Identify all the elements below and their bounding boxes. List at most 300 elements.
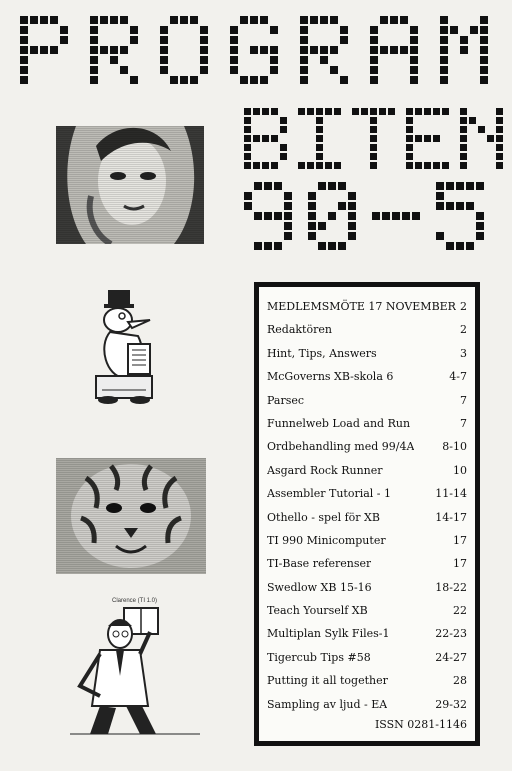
masthead-dot (310, 16, 318, 24)
masthead-dot (320, 16, 328, 24)
masthead-dot (476, 222, 484, 230)
masthead-dot (253, 162, 260, 169)
masthead-dot (466, 242, 474, 250)
masthead-dot (442, 162, 449, 169)
masthead-dot (110, 16, 118, 24)
toc-entry (267, 529, 467, 552)
masthead-dot (460, 135, 467, 142)
masthead-dot (100, 46, 108, 54)
masthead-dot (496, 135, 503, 142)
masthead-dot (20, 76, 28, 84)
masthead-dot (340, 26, 348, 34)
toc-entry-page: 2 (460, 300, 467, 313)
masthead-dot (412, 212, 420, 220)
masthead-dot (424, 162, 431, 169)
masthead-dot (440, 36, 448, 44)
toc-entry (267, 622, 467, 645)
masthead-dot (318, 242, 326, 250)
masthead-dot (496, 144, 503, 151)
masthead-dot (270, 26, 278, 34)
masthead-dot (370, 162, 377, 169)
masthead-dot (433, 108, 440, 115)
masthead-dot (100, 16, 108, 24)
masthead-dot (253, 135, 260, 142)
toc-entry (267, 693, 467, 716)
masthead-dot (300, 36, 308, 44)
masthead-dot (410, 26, 418, 34)
masthead-dot (270, 56, 278, 64)
masthead-dot (240, 16, 248, 24)
masthead-dot (480, 36, 488, 44)
masthead-dot (496, 108, 503, 115)
toc-entry (267, 669, 467, 692)
masthead-dot (170, 76, 178, 84)
masthead-dot (244, 135, 251, 142)
masthead-dot (415, 162, 422, 169)
toc-entry-page: 24-27 (435, 650, 467, 664)
masthead-dot (480, 56, 488, 64)
masthead-dot (284, 232, 292, 240)
toc-entry-page: 8-10 (442, 440, 467, 454)
masthead-dot (316, 135, 323, 142)
masthead-dot (370, 117, 377, 124)
masthead-dot (200, 26, 208, 34)
masthead-dot (496, 162, 503, 169)
masthead-dot (440, 66, 448, 74)
masthead-dot (230, 36, 238, 44)
masthead-dot (328, 242, 336, 250)
masthead-dot (316, 126, 323, 133)
masthead-dot (382, 212, 390, 220)
masthead-dot (298, 108, 305, 115)
masthead-dot (415, 135, 422, 142)
masthead-dot (90, 16, 98, 24)
masthead-dot (260, 16, 268, 24)
masthead-dot (120, 66, 128, 74)
masthead-dot (370, 36, 378, 44)
masthead-dot (90, 36, 98, 44)
masthead-dot (264, 242, 272, 250)
toc-entry-title: Ordbehandling med 99/4A (267, 440, 415, 454)
masthead-dot (410, 56, 418, 64)
masthead-dot (300, 16, 308, 24)
masthead-dot (370, 66, 378, 74)
masthead-dot (446, 202, 454, 210)
masthead-dot (370, 26, 378, 34)
toc-entry-page: 14-17 (435, 510, 467, 524)
masthead-dot (476, 232, 484, 240)
masthead-dot (274, 242, 282, 250)
masthead-dot (433, 162, 440, 169)
masthead-dot (230, 26, 238, 34)
masthead-dot (308, 192, 316, 200)
masthead-dot (496, 126, 503, 133)
masthead-dot (318, 222, 326, 230)
masthead-dot (40, 16, 48, 24)
masthead-dot (90, 56, 98, 64)
masthead-dot (480, 16, 488, 24)
masthead-dot (406, 162, 413, 169)
masthead-dot (20, 46, 28, 54)
woman-portrait-image (56, 126, 204, 244)
masthead-dot (440, 16, 448, 24)
masthead-dot (440, 26, 448, 34)
masthead-dot (446, 182, 454, 190)
masthead-dot (325, 162, 332, 169)
masthead-dot (480, 26, 488, 34)
masthead-dot (50, 46, 58, 54)
masthead-dot (50, 16, 58, 24)
masthead-dot (30, 46, 38, 54)
toc-entry (267, 599, 467, 622)
masthead-dot (244, 108, 251, 115)
masthead-dot (390, 46, 398, 54)
masthead-dot (370, 153, 377, 160)
masthead-dot (200, 46, 208, 54)
masthead-dot (334, 108, 341, 115)
toc-entry-page: 2 (460, 323, 467, 337)
masthead-dot (120, 16, 128, 24)
toc-entry-title: Teach Yourself XB (267, 604, 368, 618)
masthead-dot (433, 135, 440, 142)
toc-entry (267, 576, 467, 599)
masthead-dot (424, 135, 431, 142)
toc-entry-page: 10 (453, 463, 467, 477)
toc-entry-title: Hint, Tips, Answers (267, 346, 377, 360)
masthead-dot (370, 46, 378, 54)
masthead-dot (280, 144, 287, 151)
toc-entry (267, 646, 467, 669)
tiger-image (56, 458, 206, 574)
masthead-dot (370, 126, 377, 133)
toc-entry-title: MEDLEMSMÖTE 17 NOVEMBER (267, 300, 456, 313)
masthead-dot (476, 182, 484, 190)
masthead-dot (274, 182, 282, 190)
masthead-dot (300, 76, 308, 84)
masthead-dot (415, 108, 422, 115)
masthead-dot (298, 162, 305, 169)
masthead-dot (460, 162, 467, 169)
toc-entry (267, 482, 467, 505)
toc-entry-title: Tigercub Tips #58 (267, 650, 371, 664)
masthead-dot (316, 117, 323, 124)
masthead-dot (440, 46, 448, 54)
illustration-caption: Clarence (TI 1.0) (112, 598, 158, 604)
masthead-dot (90, 26, 98, 34)
masthead-dot (440, 76, 448, 84)
masthead-dot (460, 153, 467, 160)
toc-entry (267, 318, 467, 341)
masthead-dot (379, 108, 386, 115)
masthead-dot (456, 202, 464, 210)
masthead-dot (40, 46, 48, 54)
masthead-dot (469, 117, 476, 124)
toc-entry-title: TI-Base referenser (267, 557, 372, 571)
toc-list (267, 295, 467, 716)
masthead-dot (280, 126, 287, 133)
masthead-dot (334, 162, 341, 169)
masthead-dot (406, 126, 413, 133)
masthead-dot (436, 232, 444, 240)
masthead-dot (330, 66, 338, 74)
masthead-dot (340, 76, 348, 84)
masthead-dot (390, 16, 398, 24)
masthead-dot (20, 56, 28, 64)
toc-entry (267, 295, 467, 318)
masthead-dot (90, 66, 98, 74)
masthead-dot (274, 212, 282, 220)
masthead-dot (180, 16, 188, 24)
toc-entry-title: Parsec (267, 393, 305, 407)
masthead-dot (460, 46, 468, 54)
masthead-dot (380, 16, 388, 24)
masthead-dot (20, 36, 28, 44)
masthead-dot (480, 66, 488, 74)
masthead-dot (244, 126, 251, 133)
issn-number: ISSN 0281-1146 (374, 718, 467, 732)
masthead-dot (460, 117, 467, 124)
masthead-dot (348, 202, 356, 210)
masthead-dot (340, 36, 348, 44)
toc-entry-title: McGoverns XB-skola 6 (267, 370, 394, 384)
masthead-biten (244, 108, 503, 169)
masthead-dot (130, 76, 138, 84)
masthead-dot (30, 16, 38, 24)
masthead-dot (480, 46, 488, 54)
masthead-dot (406, 144, 413, 151)
toc-entry-page: 17 (453, 533, 467, 547)
table-of-contents (254, 282, 480, 746)
masthead-dot (466, 202, 474, 210)
masthead-dot (476, 212, 484, 220)
masthead-dot (406, 108, 413, 115)
masthead-dot (254, 212, 262, 220)
masthead-dot (254, 182, 262, 190)
masthead-dot (160, 36, 168, 44)
masthead-dot (60, 26, 68, 34)
masthead-dot (338, 242, 346, 250)
masthead-issue-number (244, 182, 484, 250)
toc-entry-title: Swedlow XB 15-16 (267, 580, 372, 594)
toc-entry (267, 389, 467, 412)
masthead-dot (308, 222, 316, 230)
toc-entry-title: Othello - spel för XB (267, 510, 380, 524)
masthead-dot (244, 192, 252, 200)
masthead-dot (330, 46, 338, 54)
masthead-dot (180, 76, 188, 84)
masthead-dot (240, 76, 248, 84)
masthead-dot (466, 182, 474, 190)
masthead-dot (316, 144, 323, 151)
masthead-dot (440, 56, 448, 64)
toc-entry-title: Putting it all together (267, 674, 388, 688)
masthead-dot (392, 212, 400, 220)
masthead-dot (328, 212, 336, 220)
masthead-dot (370, 144, 377, 151)
masthead-dot (250, 16, 258, 24)
masthead-dot (230, 56, 238, 64)
masthead-dot (270, 66, 278, 74)
masthead-dot (410, 76, 418, 84)
masthead-program (20, 16, 488, 84)
masthead-dot (406, 153, 413, 160)
masthead-dot (410, 66, 418, 74)
toc-entry-page: 11-14 (435, 487, 467, 501)
masthead-dot (250, 76, 258, 84)
masthead-dot (338, 182, 346, 190)
masthead-dot (20, 26, 28, 34)
masthead-dot (480, 76, 488, 84)
masthead-dot (110, 46, 118, 54)
toc-entry (267, 412, 467, 435)
masthead-dot (170, 16, 178, 24)
masthead-dot (110, 56, 118, 64)
masthead-dot (244, 202, 252, 210)
masthead-dot (456, 242, 464, 250)
toc-entry-title: Asgard Rock Runner (267, 463, 383, 477)
toc-entry-title: Multiplan Sylk Files-1 (267, 627, 390, 641)
masthead-dot (450, 26, 458, 34)
masthead-dot (436, 192, 444, 200)
masthead-dot (260, 76, 268, 84)
masthead-dot (478, 126, 485, 133)
masthead-dot (460, 126, 467, 133)
toc-entry-page: 7 (460, 416, 467, 430)
masthead-dot (270, 46, 278, 54)
masthead-dot (436, 182, 444, 190)
masthead-dot (200, 36, 208, 44)
masthead-dot (244, 144, 251, 151)
masthead-dot (284, 192, 292, 200)
masthead-dot (446, 242, 454, 250)
masthead-dot (400, 16, 408, 24)
masthead-dot (244, 117, 251, 124)
masthead-dot (348, 192, 356, 200)
masthead-dot (318, 182, 326, 190)
toc-entry-page: 7 (460, 393, 467, 407)
masthead-dot (370, 108, 377, 115)
masthead-dot (370, 56, 378, 64)
masthead-dot (380, 46, 388, 54)
masthead-dot (280, 117, 287, 124)
masthead-dot (300, 26, 308, 34)
masthead-dot (316, 162, 323, 169)
toc-entry-page: 29-32 (435, 697, 467, 711)
masthead-dot (284, 212, 292, 220)
masthead-dot (262, 135, 269, 142)
toc-entry-title: Funnelweb Load and Run (267, 416, 411, 430)
masthead-dot (300, 66, 308, 74)
masthead-dot (361, 108, 368, 115)
toc-entry-page: 22-23 (435, 627, 467, 641)
masthead-dot (320, 46, 328, 54)
masthead-dot (460, 108, 467, 115)
toc-entry-page: 4-7 (449, 370, 467, 384)
toc-entry (267, 342, 467, 365)
masthead-dot (330, 16, 338, 24)
masthead-dot (348, 232, 356, 240)
masthead-dot (160, 56, 168, 64)
masthead-dot (400, 46, 408, 54)
masthead-dot (320, 56, 328, 64)
masthead-dot (310, 46, 318, 54)
masthead-dot (90, 46, 98, 54)
masthead-dot (348, 212, 356, 220)
masthead-dot (271, 162, 278, 169)
masthead-dot (442, 108, 449, 115)
masthead-dot (436, 202, 444, 210)
masthead-dot (456, 182, 464, 190)
toc-entry-page: 22 (453, 604, 467, 618)
masthead-dot (271, 108, 278, 115)
toc-entry-page: 17 (453, 557, 467, 571)
masthead-dot (308, 232, 316, 240)
toc-entry-title: TI 990 Minicomputer (267, 533, 386, 547)
masthead-dot (160, 66, 168, 74)
masthead-dot (20, 66, 28, 74)
masthead-dot (120, 46, 128, 54)
masthead-dot (244, 162, 251, 169)
masthead-dot (402, 212, 410, 220)
masthead-dot (250, 46, 258, 54)
toc-entry (267, 552, 467, 575)
masthead-dot (200, 66, 208, 74)
masthead-dot (328, 182, 336, 190)
masthead-dot (90, 76, 98, 84)
masthead-dot (190, 16, 198, 24)
masthead-dot (190, 76, 198, 84)
toc-entry (267, 459, 467, 482)
toc-entry-title: Sampling av ljud - EA (267, 697, 388, 711)
toc-entry-page: 28 (453, 674, 467, 688)
masthead-dot (254, 242, 262, 250)
toc-entry-page: 18-22 (435, 580, 467, 594)
masthead-dot (280, 153, 287, 160)
masthead-dot (262, 162, 269, 169)
masthead-dot (130, 36, 138, 44)
toc-entry (267, 365, 467, 388)
masthead-dot (260, 46, 268, 54)
masthead-dot (271, 135, 278, 142)
masthead-dot (130, 26, 138, 34)
masthead-dot (410, 46, 418, 54)
masthead-dot (460, 36, 468, 44)
masthead-dot (284, 222, 292, 230)
masthead-dot (316, 153, 323, 160)
masthead-dot (325, 108, 332, 115)
masthead-dot (308, 212, 316, 220)
masthead-dot (264, 212, 272, 220)
duck-cartoon-image (88, 286, 196, 406)
toc-entry (267, 506, 467, 529)
masthead-dot (496, 117, 503, 124)
masthead-dot (388, 108, 395, 115)
masthead-dot (460, 144, 467, 151)
toc-entry (267, 435, 467, 458)
masthead-dot (410, 36, 418, 44)
toc-entry-title: Redaktören (267, 323, 332, 337)
masthead-dot (262, 108, 269, 115)
masthead-dot (316, 108, 323, 115)
masthead-dot (348, 222, 356, 230)
masthead-dot (406, 117, 413, 124)
masthead-dot (370, 76, 378, 84)
masthead-dot (338, 202, 346, 210)
toc-entry-page: 3 (460, 346, 467, 360)
masthead-dot (308, 202, 316, 210)
masthead-dot (352, 108, 359, 115)
masthead-dot (307, 162, 314, 169)
